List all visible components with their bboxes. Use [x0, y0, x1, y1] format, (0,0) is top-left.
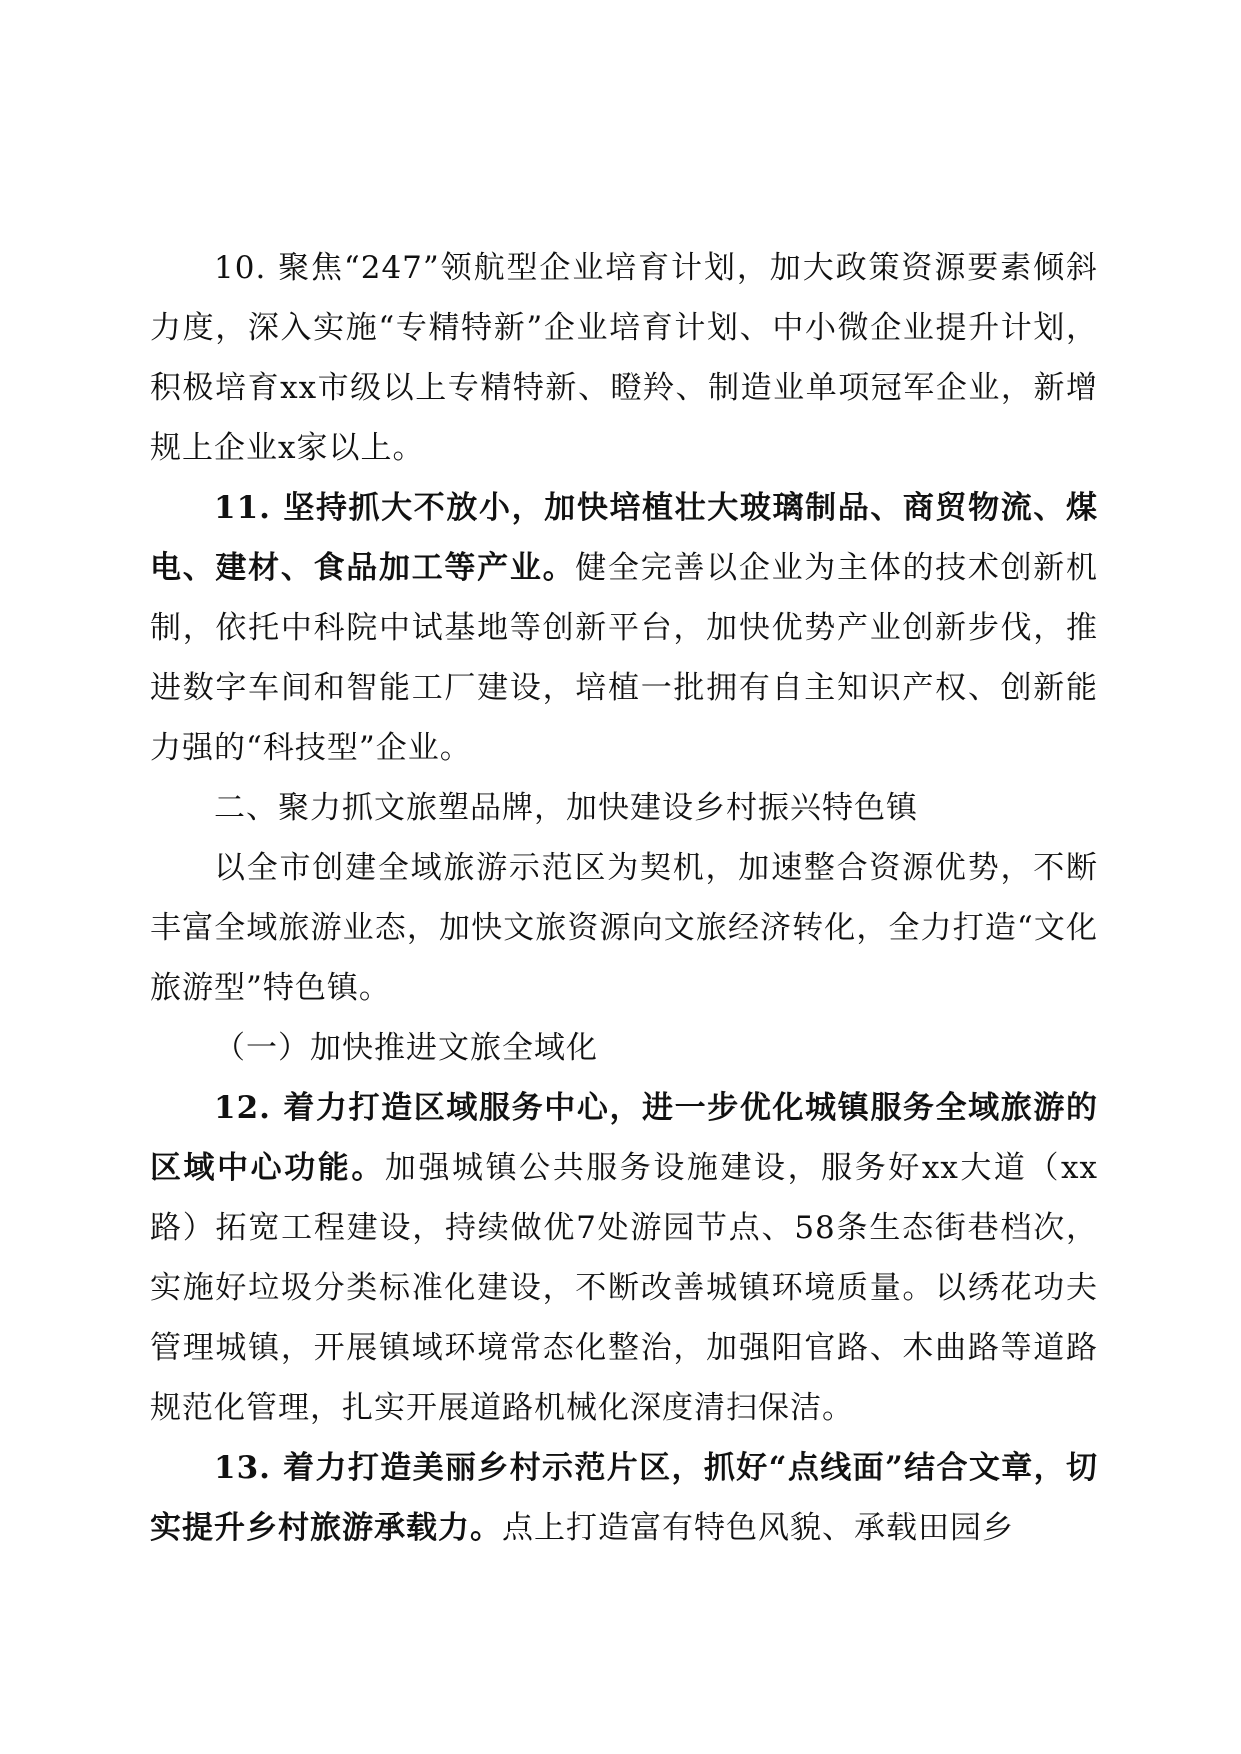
paragraph-13	[150, 1438, 1098, 1558]
paragraph-12-lead: 12. 着力打造区域服务中心，进一步优化城镇服务全域旅游的区域中心功能。	[150, 1090, 1098, 1186]
section-heading-2	[150, 778, 1098, 838]
subsection-heading-1-text: （一）加快推进文旅全域化	[214, 1030, 598, 1066]
paragraph-12-text: 加强城镇公共服务设施建设，服务好xx大道（xx路）拓宽工程建设，持续做优7处游园节点、58条生态街巷档次，实施好垃圾分类标准化建设，不断改善城镇环境质量。以绣花功夫管理城镇，开展镇域环境常态化整治，加强阳官路、木曲路等道路规范化管理，扎实开展道路机械化深度清扫保洁。	[150, 1150, 1098, 1426]
paragraph-12	[150, 1078, 1098, 1438]
paragraph-13-text: 点上打造富有特色风貌、承载田园乡	[502, 1510, 1014, 1546]
section-heading-2-text: 二、聚力抓文旅塑品牌，加快建设乡村振兴特色镇	[214, 790, 918, 826]
paragraph-11	[150, 478, 1098, 778]
document-page	[150, 238, 1098, 1558]
paragraph-13-lead: 13. 着力打造美丽乡村示范片区，抓好“点线面”结合文章，切实提升乡村旅游承载力。	[150, 1450, 1098, 1546]
section-2-intro-text: 以全市创建全域旅游示范区为契机，加速整合资源优势，不断丰富全域旅游业态，加快文旅资源向文旅经济转化，全力打造“文化旅游型”特色镇。	[150, 850, 1098, 1006]
paragraph-10	[150, 238, 1098, 478]
paragraph-11-lead: 11. 坚持抓大不放小，加快培植壮大玻璃制品、商贸物流、煤电、建材、食品加工等产业。	[150, 490, 1098, 586]
section-2-intro	[150, 838, 1098, 1018]
paragraph-11-text: 健全完善以企业为主体的技术创新机制，依托中科院中试基地等创新平台，加快优势产业创新步伐，推进数字车间和智能工厂建设，培植一批拥有自主知识产权、创新能力强的“科技型”企业。	[150, 550, 1099, 766]
subsection-heading-1	[150, 1018, 1098, 1078]
paragraph-10-text: 10. 聚焦“247”领航型企业培育计划，加大政策资源要素倾斜力度，深入实施“专精特新”企业培育计划、中小微企业提升计划，积极培育xx市级以上专精特新、瞪羚、制造业单项冠军企业，新增规上企业x家以上。	[150, 250, 1098, 466]
